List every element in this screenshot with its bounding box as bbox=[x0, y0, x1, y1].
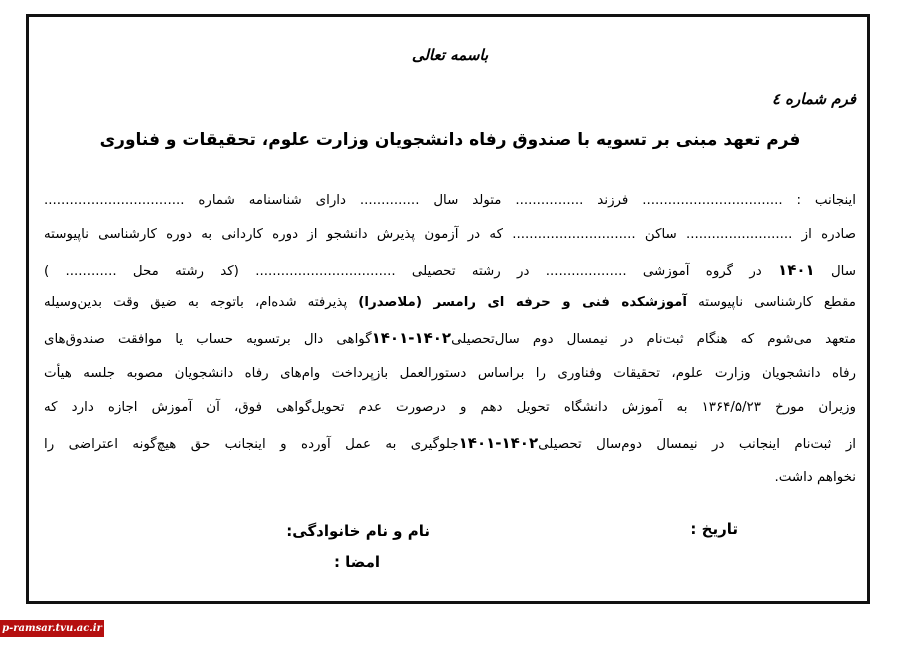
basmala-heading: باسمه تعالی bbox=[411, 46, 489, 64]
degree-text: مقطع کارشناسی ناپیوسته bbox=[698, 295, 856, 310]
date-label: تاریخ : bbox=[690, 520, 738, 538]
body-line-7: وزیران مورخ ۱۳۶۴/۵/۲۳ به آموزش دانشگاه تحویل دهم و درصورت عدم تحویل‌گواهی فوق، آن آموزش اجازه دارد که bbox=[44, 400, 856, 415]
certificate-text: گواهی دال برتسویه حساب یا موافقت صندوق‌های bbox=[44, 332, 372, 347]
prevention-text: جلوگیری به عمل آورده و اینجانب حق هیچ‌گونه اعتراضی را bbox=[44, 437, 459, 452]
school-name: آموزشکده فنی و حرفه ای رامسر (ملاصدرا) bbox=[358, 295, 688, 310]
entrance-year: ۱۴۰۱ bbox=[778, 261, 815, 279]
form-number: فرم شماره ٤ bbox=[771, 90, 856, 108]
academic-year-1: ۱۴۰۲-۱۴۰۱ bbox=[371, 329, 452, 347]
academic-year-2: ۱۴۰۲-۱۴۰۱ bbox=[458, 434, 539, 452]
commit-text: متعهد می‌شوم که هنگام ثبت‌نام در نیمسال دوم سال‌تحصیلی bbox=[451, 332, 856, 347]
website-watermark: p-ramsar.tvu.ac.ir bbox=[0, 620, 104, 637]
body-line-8 bbox=[44, 433, 856, 455]
group-field-text: در گروه آموزشی ................... در رشته تحصیلی ................................. (کد رشته محل ............ ) bbox=[44, 264, 762, 279]
signature-label: امضا : bbox=[333, 553, 380, 571]
form-title: فرم تعهد مبنی بر تسویه با صندوق رفاه دانشجویان وزارت علوم، تحقیقات و فناوری bbox=[99, 130, 801, 150]
year-prefix: سال bbox=[830, 264, 856, 279]
body-line-1: اینجانب : ................................. فرزند ................ متولد سال .............. دارای شناسنامه شماره ................................. bbox=[44, 193, 856, 208]
body-line-4 bbox=[44, 293, 856, 313]
registration-text: از ثبت‌نام اینجانب در نیمسال دوم‌سال تحصیلی bbox=[538, 437, 856, 452]
body-line-9: نخواهم داشت. bbox=[774, 470, 856, 485]
body-line-2: صادره از ......................... ساکن ............................. که در آزمون پذیرش دانشجو از دوره کاردانی به دوره کارشناسی ناپیوسته bbox=[44, 227, 856, 242]
full-name-label: نام و نام خانوادگی: bbox=[286, 522, 430, 540]
accepted-text: پذیرفته شده‌ام، باتوجه به ضیق وقت بدین‌وسیله bbox=[44, 295, 348, 310]
body-line-3 bbox=[44, 260, 856, 282]
body-line-6: رفاه دانشجویان وزارت علوم، تحقیقات وفناوری را براساس دستورالعمل بازپرداخت وام‌های رفاه دانشجویان مصوبه جلسه هیأت bbox=[44, 366, 856, 381]
body-line-5 bbox=[44, 328, 856, 350]
